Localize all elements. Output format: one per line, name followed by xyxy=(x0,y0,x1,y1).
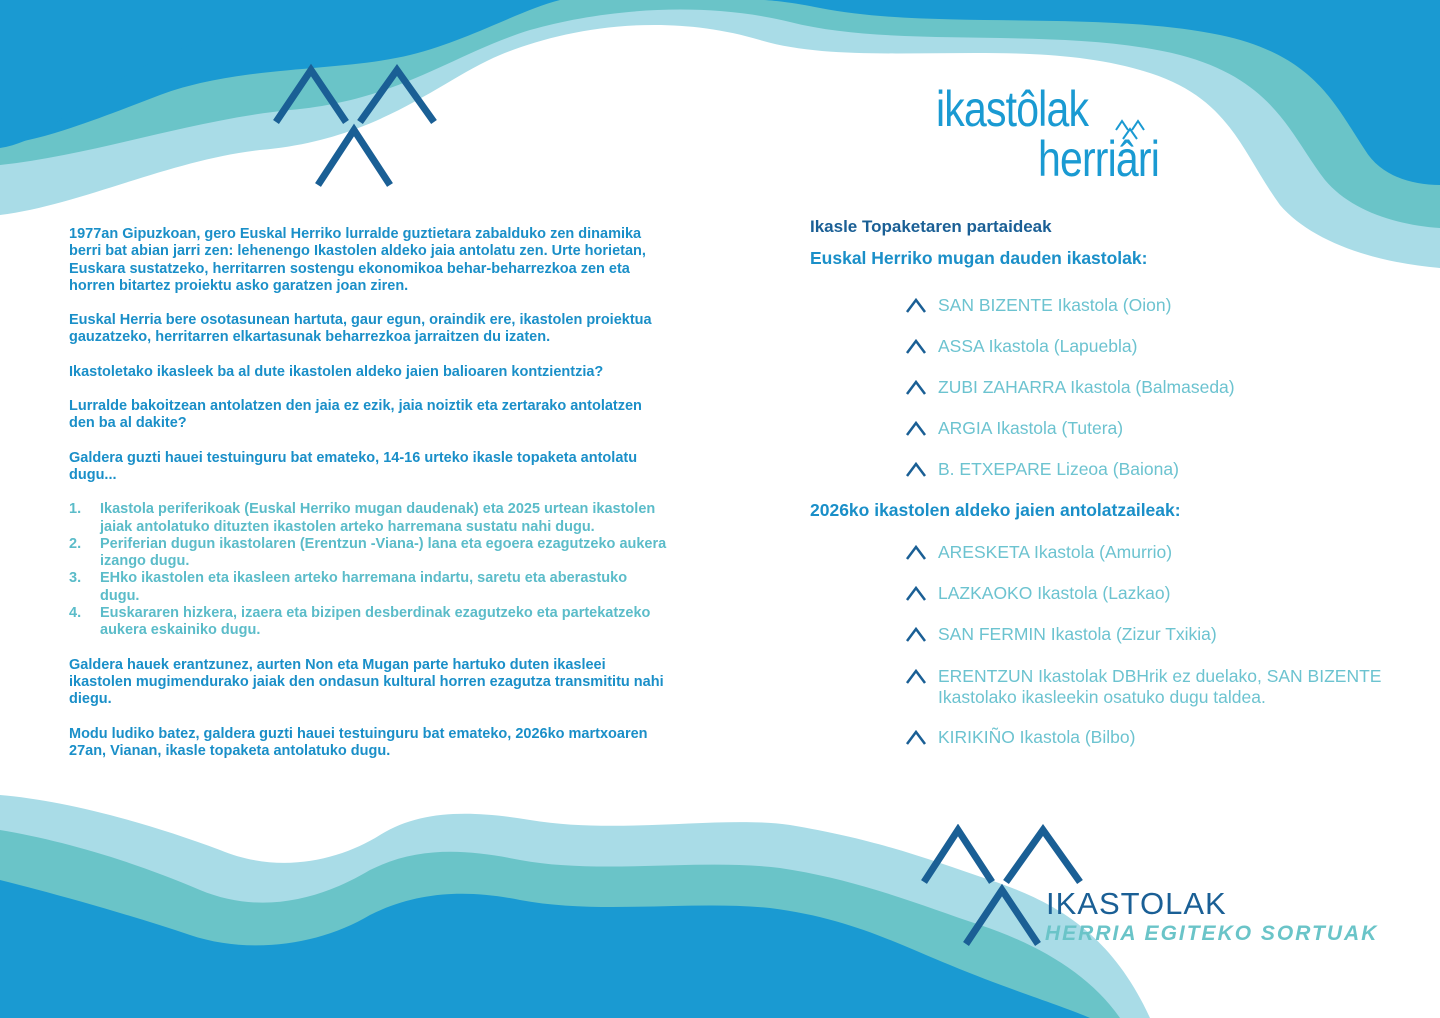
caret-icon xyxy=(906,379,926,395)
ikastolak-herriari-logo xyxy=(934,80,1164,190)
school-name: SAN BIZENTE Ikastola (Oion) xyxy=(938,295,1172,315)
goal-item xyxy=(69,570,669,605)
school-name: ARGIA Ikastola (Tutera) xyxy=(938,418,1124,438)
school-name: LAZKAOKO Ikastola (Lazkao) xyxy=(938,583,1171,603)
logo-small-carets-icon xyxy=(1114,118,1148,140)
list-item xyxy=(906,418,1438,439)
goal-number: 2. xyxy=(69,535,82,552)
list-item xyxy=(906,377,1438,398)
border-schools-heading: Euskal Herriko mugan dauden ikastolak: xyxy=(810,248,1148,268)
list-item xyxy=(906,459,1438,480)
closing-paragraph: Modu ludiko batez, galdera guzti hauei testuinguru bat emateko, 2026ko martxoaren 27an, Vianan, ikasle topaketa antolatuko dugu. xyxy=(69,725,648,759)
goals-list xyxy=(69,501,669,639)
list-item xyxy=(906,666,1408,708)
goal-item xyxy=(69,605,669,640)
participants-title: Ikasle Topaketaren partaideak xyxy=(810,217,1052,236)
caret-icon xyxy=(906,297,926,313)
goal-number: 1. xyxy=(69,501,82,518)
school-name: KIRIKIÑO Ikastola (Bilbo) xyxy=(938,727,1136,747)
intro-paragraph: Galdera guzti hauei testuinguru bat emateko, 14-16 urteko ikasle topaketa antolatu dugu... xyxy=(69,449,638,483)
caret-icon xyxy=(906,461,926,477)
school-name: ZUBI ZAHARRA Ikastola (Balmaseda) xyxy=(938,377,1235,397)
goal-number: 4. xyxy=(69,605,82,622)
caret-icon xyxy=(906,668,926,684)
closing-paragraph: Galdera hauek erantzunez, aurten Non eta Mugan parte hartuko duten ikasleei ikastolen mugimendurako jaiak den ondasun kultural horren ezagutza transmititu nahi diegu. xyxy=(69,656,664,708)
school-name: B. ETXEPARE Lizeoa (Baiona) xyxy=(938,459,1179,479)
logo-name: IKASTOLAK xyxy=(1046,886,1227,921)
goal-text: EHko ikastolen eta ikasleen arteko harremana indartu, saretu eta aberastuko dugu. xyxy=(100,570,628,604)
goal-item xyxy=(69,501,669,536)
intro-paragraph: Ikastoletako ikasleek ba al dute ikastolen aldeko jaien balioaren kontzientzia? xyxy=(69,363,604,380)
goal-item xyxy=(69,536,669,571)
goal-text: Ikastola periferikoak (Euskal Herriko mugan daudenak) eta 2025 urtean ikastolen jaiak antolatuko dituzten ikastolen arteko harremana sustatu nahi dugu. xyxy=(100,501,656,535)
ikastolak-bottom-logo xyxy=(918,824,1388,954)
logo-line-1: ikastôlak xyxy=(936,81,1089,137)
list-item xyxy=(906,583,1438,604)
caret-icon xyxy=(906,626,926,642)
list-item xyxy=(906,727,1438,748)
logo-line-2: herriâri xyxy=(1038,131,1160,187)
caret-icon xyxy=(906,585,926,601)
school-name: SAN FERMIN Ikastola (Zizur Txikia) xyxy=(938,624,1217,644)
intro-paragraph: Lurralde bakoitzean antolatzen den jaia ez ezik, jaia noiztik eta zertarako antolatzen den ba al dakite? xyxy=(69,398,642,432)
list-item xyxy=(906,624,1438,645)
caret-icon xyxy=(906,338,926,354)
logo-slogan: HERRIA EGITEKO SORTUAK xyxy=(1045,922,1379,945)
goal-text: Euskararen hizkera, izaera eta bizipen desberdinak ezagutzeko eta partekatzeko aukera eskainiko dugu. xyxy=(100,605,651,639)
organizers-heading: 2026ko ikastolen aldeko jaien antolatzaileak: xyxy=(810,500,1181,520)
goal-number: 3. xyxy=(69,570,82,587)
list-item xyxy=(906,542,1438,563)
intro-paragraph: 1977an Gipuzkoan, gero Euskal Herriko lurralde guztietara zabalduko zen dinamika berri bat abian jarri zen: lehenengo Ikastolen aldeko jaia antolatu zen. Urte horietan, Euskara sustatzeko, herritarren sostengu ekonomikoa behar-beharrezkoa zen eta horren bitartez proiektu asko garatzen joan ziren. xyxy=(69,226,646,294)
goal-text: Periferian dugun ikastolaren (Erentzun -Viana-) lana eta egoera ezagutzeko aukera izango dugu. xyxy=(100,535,667,570)
intro-paragraph: Euskal Herria bere osotasunean hartuta, gaur egun, oraindik ere, ikastolen proiektua gauzatzeko, herritarren elkartasunak beharrezkoa jarraitzen du izaten. xyxy=(69,312,652,346)
list-item xyxy=(906,295,1438,316)
list-item xyxy=(906,336,1438,357)
caret-icon xyxy=(906,420,926,436)
school-name: ERENTZUN Ikastolak DBHrik ez duelako, SAN BIZENTE Ikastolako ikasleekin osatuko dugu taldea. xyxy=(938,666,1382,707)
school-name: ASSA Ikastola (Lapuebla) xyxy=(938,336,1138,356)
caret-icon xyxy=(906,729,926,745)
school-name: ARESKETA Ikastola (Amurrio) xyxy=(938,542,1173,562)
intro-text-block xyxy=(69,226,669,777)
caret-icon xyxy=(906,544,926,560)
